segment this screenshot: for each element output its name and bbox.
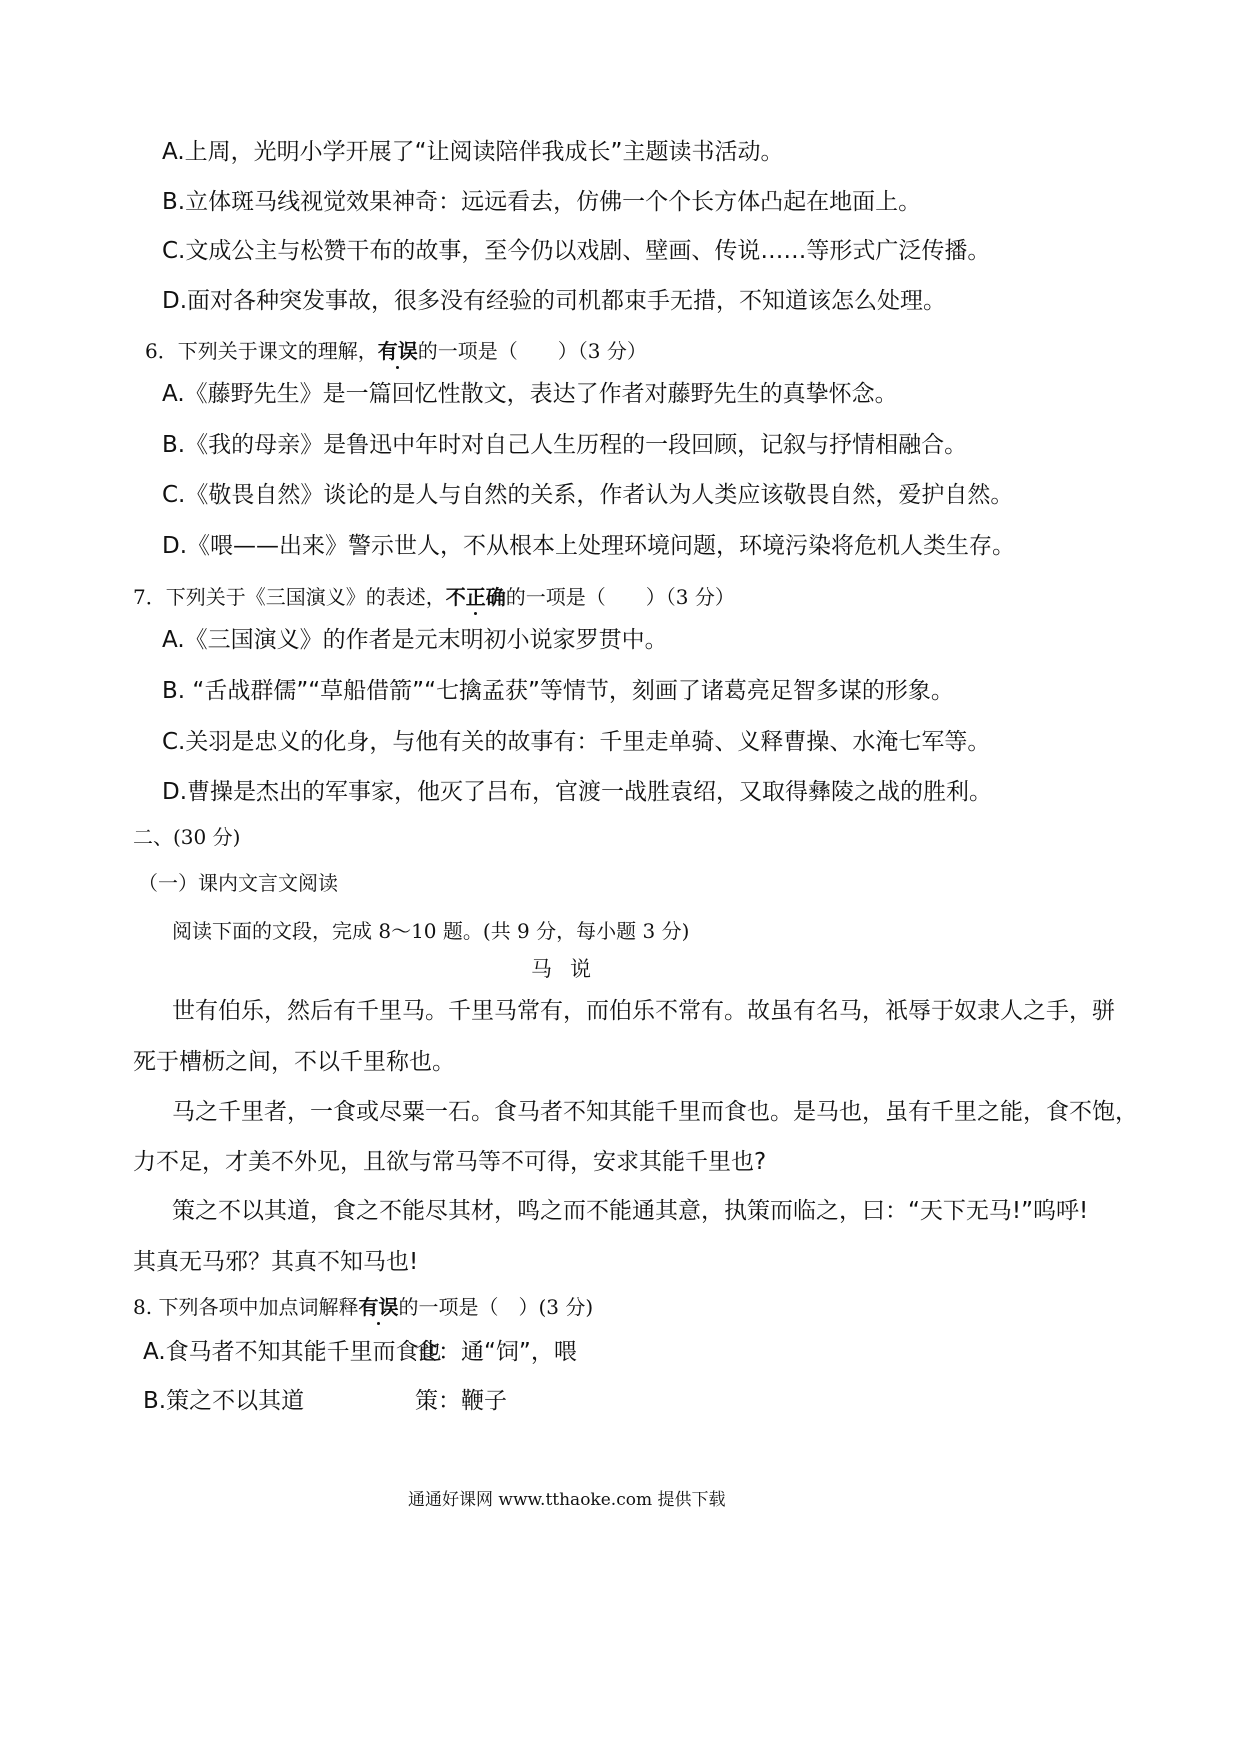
q6-stem [145, 339, 647, 363]
q7-stem-post: 的一项是（ ）（3 分） [505, 585, 735, 609]
passage-p2-line2: 力不足，才美不外见，且欲与常马等不可得，安求其能千里也? [133, 1149, 767, 1175]
q8-stem-post: 的一项是（ ）(3 分) [398, 1295, 594, 1319]
section-2-subheading: （一）课内文言文阅读 [138, 871, 338, 895]
q5-option-d: D.面对各种突发事故，很多没有经验的司机都束手无措，不知道该怎么处理。 [162, 288, 947, 314]
q8-option-b-definition: 策：鞭子 [415, 1388, 507, 1414]
q5-option-a: A.上周，光明小学开展了“让阅读陪伴我成长”主题读书活动。 [162, 139, 784, 165]
q8-stem-pre: 8. 下列各项中加点词解释 [133, 1295, 359, 1319]
q7-option-a: A.《三国演义》的作者是元末明初小说家罗贯中。 [162, 627, 668, 653]
q7-stem-pre: 7．下列关于《三国演义》的表述， [133, 585, 446, 609]
q8-option-a-text: A.食马者不知其能千里而食也 [143, 1339, 442, 1365]
q5-option-b: B.立体斑马线视觉效果神奇：远远看去，仿佛一个个长方体凸起在地面上。 [162, 189, 922, 215]
q6-option-a: A.《藤野先生》是一篇回忆性散文，表达了作者对藤野先生的真挚怀念。 [162, 381, 898, 407]
q6-option-c: C.《敬畏自然》谈论的是人与自然的关系，作者认为人类应该敬畏自然，爱护自然。 [162, 482, 1014, 508]
q7-option-d: D.曹操是杰出的军事家，他灭了吕布，官渡一战胜袁绍，又取得彝陵之战的胜利。 [162, 779, 993, 805]
passage-p3-line1: 策之不以其道，食之不能尽其材，鸣之而不能通其意，执策而临之，曰：“天下无马!”呜呼! [172, 1198, 1089, 1224]
passage-p1-line2: 死于槽枥之间，不以千里称也。 [133, 1049, 455, 1075]
q7-stem [133, 585, 735, 609]
q7-stem-emphasis: 不正确 [445, 585, 506, 609]
q5-option-c: C.文成公主与松赞干布的故事，至今仍以戏剧、壁画、传说……等形式广泛传播。 [162, 238, 991, 264]
q8-option-a-definition: 食：通“饲”，喂 [415, 1339, 577, 1365]
q8-stem [133, 1295, 593, 1319]
footer-watermark: 通通好课网 www.tthaoke.com 提供下载 [408, 1490, 726, 1510]
q6-stem-emphasis: 有误 [377, 339, 418, 363]
q6-stem-pre: 6．下列关于课文的理解， [145, 339, 378, 363]
q8-option-b [143, 1388, 1103, 1420]
reading-instruction: 阅读下面的文段，完成 8～10 题。(共 9 分，每小题 3 分) [172, 919, 690, 943]
q8-stem-emphasis: 有误 [358, 1295, 399, 1319]
q7-option-c: C.关羽是忠义的化身，与他有关的故事有：千里走单骑、义释曹操、水淹七军等。 [162, 729, 991, 755]
q6-option-d: D.《喂——出来》警示世人，不从根本上处理环境问题，环境污染将危机人类生存。 [162, 533, 1016, 559]
section-2-heading: 二、(30 分) [133, 825, 241, 849]
q7-option-b: B. “舌战群儒”“草船借箭”“七擒孟获”等情节，刻画了诸葛亮足智多谋的形象。 [162, 678, 954, 704]
passage-title: 马说 [531, 957, 609, 981]
q8-option-a [143, 1339, 1103, 1371]
passage-p1-line1: 世有伯乐，然后有千里马。千里马常有，而伯乐不常有。故虽有名马，祇辱于奴隶人之手，骈 [172, 998, 1115, 1024]
passage-p3-line2: 其真无马邪？其真不知马也! [133, 1249, 419, 1275]
q6-stem-post: 的一项是（ ）（3 分） [417, 339, 647, 363]
q6-option-b: B.《我的母亲》是鲁迅中年时对自己人生历程的一段回顾，记叙与抒情相融合。 [162, 432, 968, 458]
q8-option-b-text: B.策之不以其道 [143, 1388, 305, 1414]
passage-p2-line1: 马之千里者，一食或尽粟一石。食马者不知其能千里而食也。是马也，虽有千里之能，食不饱， [172, 1099, 1138, 1125]
